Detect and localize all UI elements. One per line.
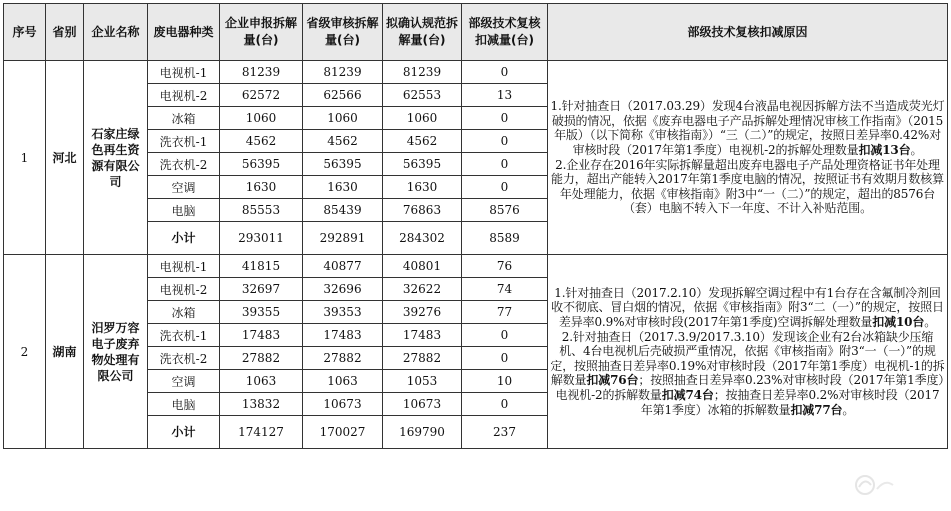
- confirmed-cell: 39276: [383, 301, 462, 324]
- provincial-cell: 62566: [303, 84, 383, 107]
- deduction-cell: 76: [462, 255, 548, 278]
- declared-cell: 1630: [220, 176, 303, 199]
- deduction-cell: 0: [462, 153, 548, 176]
- deduction-cell: 8589: [462, 222, 548, 255]
- deduction-cell: 0: [462, 347, 548, 370]
- confirmed-cell: 17483: [383, 324, 462, 347]
- provincial-cell: 27882: [303, 347, 383, 370]
- header-seq: 序号: [4, 4, 46, 61]
- deduction-cell: 0: [462, 61, 548, 84]
- company-cell: 汨罗万容电子废弃物处理有限公司: [84, 255, 148, 449]
- deduction-cell: 0: [462, 324, 548, 347]
- confirmed-cell: 169790: [383, 416, 462, 449]
- deduction-cell: 0: [462, 393, 548, 416]
- confirmed-cell: 4562: [383, 130, 462, 153]
- type-cell: 洗衣机-1: [148, 130, 220, 153]
- header-type: 废电器种类: [148, 4, 220, 61]
- header-confirmed: 拟确认规范拆解量(台): [383, 4, 462, 61]
- type-cell: 电脑: [148, 393, 220, 416]
- declared-cell: 41815: [220, 255, 303, 278]
- deduction-highlight: 扣减77台: [790, 402, 843, 417]
- header-provincial: 省级审核拆解量(台): [303, 4, 383, 61]
- type-cell: 电脑: [148, 199, 220, 222]
- type-cell: 电视机-2: [148, 84, 220, 107]
- confirmed-cell: 27882: [383, 347, 462, 370]
- provincial-cell: 1630: [303, 176, 383, 199]
- watermark-icon: [851, 473, 897, 497]
- confirmed-cell: 1630: [383, 176, 462, 199]
- confirmed-cell: 1060: [383, 107, 462, 130]
- declared-cell: 13832: [220, 393, 303, 416]
- deduction-highlight: 扣减74台: [661, 387, 714, 402]
- type-cell: 冰箱: [148, 301, 220, 324]
- province-cell: 河北: [46, 61, 84, 255]
- deduction-cell: 74: [462, 278, 548, 301]
- provincial-cell: 17483: [303, 324, 383, 347]
- deduction-highlight: 扣减10台: [872, 315, 925, 330]
- declared-cell: 174127: [220, 416, 303, 449]
- deduction-cell: 10: [462, 370, 548, 393]
- declared-cell: 81239: [220, 61, 303, 84]
- type-cell: 空调: [148, 176, 220, 199]
- declared-cell: 56395: [220, 153, 303, 176]
- deduction-cell: 237: [462, 416, 548, 449]
- deduction-highlight: 扣减13台: [858, 142, 911, 157]
- declared-cell: 39355: [220, 301, 303, 324]
- table-row: [4, 255, 948, 278]
- deduction-highlight: 扣减76台: [586, 373, 639, 388]
- review-table: [3, 3, 948, 449]
- type-cell: 洗衣机-2: [148, 347, 220, 370]
- provincial-cell: 56395: [303, 153, 383, 176]
- header-province: 省别: [46, 4, 84, 61]
- reason-paragraph: 2.针对抽查日（2017.3.9/2017.3.10）发现该企业有2台冰箱缺少压缩机、4台电视机后壳破损严重情况，依据《审核指南》附3“一（一）”的规定，按照抽查日差异率0.19%对审核时段（2017年第1季度）电视机-1的拆解数量扣减76台；按照抽查日差异率0.23%对审核时段（2017年第1季度）电视机-2的拆解数量扣减74台；按抽查日差异率0.2%对审核时段（2017年第1季度）冰箱的拆解数量扣减77台。: [550, 329, 945, 417]
- confirmed-cell: 56395: [383, 153, 462, 176]
- type-cell: 电视机-1: [148, 255, 220, 278]
- provincial-cell: 40877: [303, 255, 383, 278]
- reason-cell: [548, 61, 948, 255]
- reason-paragraph: 1.针对抽查日（2017.2.10）发现拆解空调过程中有1台存在含氟制冷剂回收不彻底、冒白烟的情况，依据《审核指南》附3“二（一）”的规定，按照日差异率0.9%对审核时段(2017年第1季度)空调拆解处理数量扣减10台。: [551, 285, 944, 330]
- subtotal-label: 小计: [148, 222, 220, 255]
- deduction-cell: 8576: [462, 199, 548, 222]
- declared-cell: 1060: [220, 107, 303, 130]
- type-cell: 洗衣机-1: [148, 324, 220, 347]
- confirmed-cell: 1053: [383, 370, 462, 393]
- confirmed-cell: 284302: [383, 222, 462, 255]
- reason-paragraph: 2.企业存在2016年实际拆解量超出废弃电器电子产品处理资格证书年处理能力，超出产能转入2017年第1季度电脑的情况，按照证书有效期月数核算年处理能力，依据《审核指南》附3中“一（二）”的规定，超出的8576台（套）电脑不转入下一年度、不计入补贴范围。: [551, 157, 944, 216]
- type-cell: 空调: [148, 370, 220, 393]
- header-company: 企业名称: [84, 4, 148, 61]
- declared-cell: 62572: [220, 84, 303, 107]
- declared-cell: 17483: [220, 324, 303, 347]
- confirmed-cell: 32622: [383, 278, 462, 301]
- provincial-cell: 170027: [303, 416, 383, 449]
- type-cell: 洗衣机-2: [148, 153, 220, 176]
- subtotal-label: 小计: [148, 416, 220, 449]
- deduction-cell: 77: [462, 301, 548, 324]
- declared-cell: 4562: [220, 130, 303, 153]
- deduction-cell: 0: [462, 176, 548, 199]
- province-cell: 湖南: [46, 255, 84, 449]
- header-deduction: 部级技术复核扣减量(台): [462, 4, 548, 61]
- declared-cell: 293011: [220, 222, 303, 255]
- provincial-cell: 1060: [303, 107, 383, 130]
- declared-cell: 1063: [220, 370, 303, 393]
- header-declared: 企业申报拆解量(台): [220, 4, 303, 61]
- deduction-cell: 0: [462, 107, 548, 130]
- confirmed-cell: 10673: [383, 393, 462, 416]
- confirmed-cell: 40801: [383, 255, 462, 278]
- provincial-cell: 4562: [303, 130, 383, 153]
- confirmed-cell: 81239: [383, 61, 462, 84]
- type-cell: 电视机-2: [148, 278, 220, 301]
- deduction-cell: 13: [462, 84, 548, 107]
- provincial-cell: 1063: [303, 370, 383, 393]
- table-row: [4, 61, 948, 84]
- declared-cell: 32697: [220, 278, 303, 301]
- declared-cell: 85553: [220, 199, 303, 222]
- declared-cell: 27882: [220, 347, 303, 370]
- type-cell: 冰箱: [148, 107, 220, 130]
- company-cell: 石家庄绿色再生资源有限公司: [84, 61, 148, 255]
- provincial-cell: 85439: [303, 199, 383, 222]
- provincial-cell: 39353: [303, 301, 383, 324]
- reason-paragraph: 1.针对抽查日（2017.03.29）发现4台液晶电视因拆解方法不当造成荧光灯破损的情况，依据《废弃电器电子产品拆解处理情况审核工作指南》（2015年版）（以下简称《审核指南》）“三（二）”的规定，按照日差异率0.42%对审核时段（2017年第1季度）电视机-2的拆解处理数量扣减13台。: [550, 99, 945, 157]
- seq-cell: 1: [4, 61, 46, 255]
- seq-cell: 2: [4, 255, 46, 449]
- header-row: [4, 4, 948, 61]
- provincial-cell: 292891: [303, 222, 383, 255]
- reason-cell: [548, 255, 948, 449]
- confirmed-cell: 76863: [383, 199, 462, 222]
- deduction-cell: 0: [462, 130, 548, 153]
- confirmed-cell: 62553: [383, 84, 462, 107]
- provincial-cell: 10673: [303, 393, 383, 416]
- type-cell: 电视机-1: [148, 61, 220, 84]
- provincial-cell: 32696: [303, 278, 383, 301]
- provincial-cell: 81239: [303, 61, 383, 84]
- header-reason: 部级技术复核扣减原因: [548, 4, 948, 61]
